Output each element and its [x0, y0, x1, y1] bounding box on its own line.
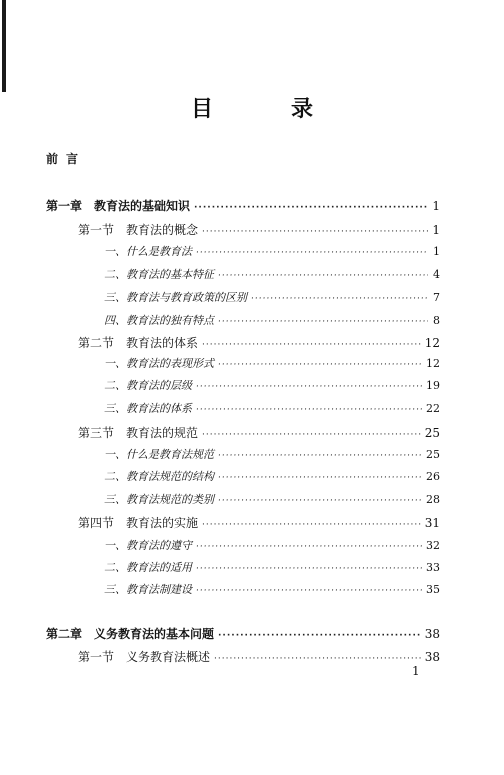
toc-entry-item	[104, 559, 440, 577]
toc-entry-item	[104, 355, 440, 373]
toc-entry-page: 1	[433, 245, 440, 258]
toc-entry-label: 第四节 教育法的实施	[78, 516, 199, 530]
toc-leader-dots	[218, 451, 422, 461]
toc-entry-item	[104, 468, 440, 486]
toc-leader-dots	[218, 473, 422, 483]
scan-edge-mark	[2, 0, 6, 92]
toc-entry-label: 二、教育法的适用	[104, 561, 192, 574]
toc-leader-dots	[196, 405, 422, 415]
toc-entry-label: 第一节 教育法的概念	[78, 223, 199, 237]
toc-entry-section	[78, 221, 440, 239]
toc-entry-label: 第二章 义务教育法的基本问题	[46, 627, 215, 641]
toc-entry-page: 38	[424, 650, 440, 664]
toc-entry-page: 12	[424, 336, 440, 350]
toc-entry-label: 三、教育法制建设	[104, 583, 192, 596]
preface-heading: 前言	[46, 152, 87, 166]
toc-entry-label: 三、教育法规范的类别	[104, 493, 214, 506]
toc-entry-page: 8	[433, 314, 440, 327]
toc-entry-page: 1	[432, 199, 440, 213]
toc-entry-label: 第三节 教育法的规范	[78, 426, 199, 440]
toc-entry-page: 35	[426, 583, 440, 596]
toc-leader-dots	[218, 317, 428, 327]
toc-leader-dots	[202, 430, 421, 440]
toc-leader-dots	[196, 564, 422, 574]
toc-entry-item	[104, 243, 440, 261]
toc-entry-section	[78, 424, 440, 442]
toc-entry-label: 二、教育法的层级	[104, 379, 192, 392]
toc-leader-dots	[214, 654, 421, 664]
toc-leader-dots	[218, 271, 428, 281]
toc-entry-item	[104, 312, 440, 330]
toc-entry-label: 一、什么是教育法规范	[104, 448, 214, 461]
toc-entry-item	[104, 537, 440, 555]
toc-leader-dots	[196, 382, 422, 392]
page-title: 目 录	[190, 97, 341, 122]
toc-entry-label: 一、什么是教育法	[104, 245, 192, 258]
toc-entry-page: 33	[426, 561, 440, 574]
toc-entry-label: 三、教育法与教育政策的区别	[104, 291, 247, 304]
toc-entry-page: 19	[426, 379, 440, 392]
toc-entry-page: 31	[424, 516, 440, 530]
toc-leader-dots	[218, 496, 422, 506]
toc-entry-chapter	[46, 625, 440, 643]
toc-entry-item	[104, 377, 440, 395]
toc-entry-item	[104, 446, 440, 464]
toc-entry-section	[78, 648, 440, 666]
toc-entry-page: 26	[426, 470, 440, 483]
toc-leader-dots	[194, 203, 428, 213]
toc-entry-page: 22	[426, 402, 440, 415]
toc-entry-section	[78, 334, 440, 352]
toc-entry-label: 二、教育法规范的结构	[104, 470, 214, 483]
toc-entry-label: 第二节 教育法的体系	[78, 336, 199, 350]
toc-leader-dots	[196, 248, 428, 258]
toc-leader-dots	[218, 360, 422, 370]
toc-entry-section	[78, 514, 440, 532]
toc-entry-label: 二、教育法的基本特征	[104, 268, 214, 281]
toc-entry-item	[104, 400, 440, 418]
toc-entry-item	[104, 266, 440, 284]
toc-entry-page: 4	[433, 268, 440, 281]
toc-entry-page: 32	[426, 539, 440, 552]
toc-leader-dots	[251, 294, 428, 304]
toc-leader-dots	[202, 520, 421, 530]
toc-leader-dots	[196, 586, 422, 596]
toc-entry-page: 28	[426, 493, 440, 506]
toc-entry-chapter	[46, 197, 440, 215]
toc-entry-page: 7	[433, 291, 440, 304]
page-number: 1	[412, 664, 420, 678]
toc-entry-item	[104, 581, 440, 599]
toc-entry-label: 第一节 义务教育法概述	[78, 650, 211, 664]
toc-entry-page: 12	[426, 357, 440, 370]
toc-entry-label: 三、教育法的体系	[104, 402, 192, 415]
toc-entry-item	[104, 289, 440, 307]
toc-entry-page: 38	[424, 627, 440, 641]
toc-entry-page: 25	[424, 426, 440, 440]
toc-leader-dots	[202, 227, 428, 237]
toc-leader-dots	[202, 340, 421, 350]
toc-leader-dots	[196, 542, 422, 552]
toc-entry-label: 四、教育法的独有特点	[104, 314, 214, 327]
toc-entry-label: 第一章 教育法的基础知识	[46, 199, 191, 213]
toc-entry-page: 1	[432, 223, 440, 237]
toc-entry-label: 一、教育法的遵守	[104, 539, 192, 552]
toc-entry-page: 25	[426, 448, 440, 461]
toc-leader-dots	[218, 631, 421, 641]
toc-entry-item	[104, 491, 440, 509]
toc-entry-label: 一、教育法的表现形式	[104, 357, 214, 370]
